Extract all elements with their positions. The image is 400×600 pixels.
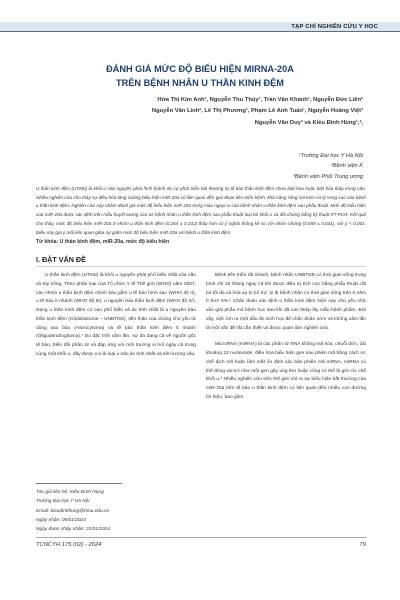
title-line-2: TRÊN BỆNH NHÂN U THẦN KINH ĐỆM [116, 78, 284, 88]
footer-rule [36, 537, 366, 538]
body-paragraph: MicroRNA (miRNA) là các phân tử RNA không mã hóa, chuỗi đơn, dài khoảng 22 nucleotide, điều hòa biểu hiện gen sau phiên mã bằng cách ức chế dịch mã hoặc làm mất ổn định các bản phiên mã mRNA. miRNA có thể đóng vai trò như một gen gây ung thư hoặc cũng có thể là gen ức chế khối u.³ Nhiều nghiên cứu trên thế giới chỉ ra sự biểu hiện bất thường của miR-20a trên tế bào u thần kinh đệm có liên quan đến nhiều con đường tín hiệu, bao gồm [206, 342, 366, 400]
article-title [40, 62, 360, 90]
author-list [45, 95, 363, 129]
correspondence-divider [36, 483, 122, 484]
corresponding-institution: Trường Đại học Y Hà Nội [36, 499, 90, 505]
title-line-1: ĐÁNH GIÁ MỨC ĐỘ BIỂU HIỆN MIRNA-20A [106, 64, 294, 74]
journal-issue: TCNCYH 175 (02) - 2024 [36, 542, 102, 548]
authors-line-2: Nguyễn Văn Linh², Lê Thị Phương¹, Phạm Lê Anh Tuấn¹, Nguyễn Hoàng Việt³ [151, 108, 363, 115]
affiliation-2: ²Bệnh viện K [330, 163, 363, 170]
page-footer [36, 540, 366, 550]
authors-line-3: Nguyễn Văn Duy³ và Kiều Đình Hùng¹,², [254, 119, 363, 126]
body-paragraph: U thần kinh đệm (UTKĐ) là khối u nguyên phát phổ biến nhất của não và tủy sống. Theo phân loại của Tổ chức Y tế Thế giới (WHO) năm 2007, các nhóm u thần kinh đệm chính bao gồm u tế bào hình sao (WHO độ II), u tế bào ít nhánh (WHO độ III), u nguyên bào thần kinh đệm (WHO độ IV). Dạng u thần kinh đệm có cao phổ biến và ác tính nhất là u nguyên bào thần kinh đệm (Glioblastoma – UNBTKĐ), tiến thân của chúng chủ yếu từ dòng sao bào (Astrocytoma) và tế bào thần kinh đệm ít nhánh (Oligodendroglioma).¹ Do đặc tính xâm lấn, sự đa dạng cả về nguồn gốc tế bào, biến đổi phân tử và đáp ứng với môi trường vi mô ngày cả trong cùng một khối u, đây được coi là loại u não ác tính nhất và tiên lượng xấu. [36, 273, 196, 357]
journal-header-bar [0, 22, 400, 32]
correspondence-block [36, 488, 196, 534]
section-divider [36, 266, 366, 267]
body-column-right [206, 272, 366, 403]
section-heading: I. ĐẶT VẤN ĐỀ [36, 255, 86, 264]
body-column-left [36, 272, 196, 360]
affiliations [180, 151, 363, 182]
accepted-date: Ngày được chấp nhận: 22/01/2024 [36, 527, 110, 533]
authors-line-1: Hứa Thị Kim Anh¹, Nguyễn Thu Thúy¹, Trần Văn Khánh¹, Nguyễn Đức Liên² [157, 97, 363, 103]
abstract: U thần kinh đệm (UTKĐ) là khối u não nguyên phát hình thành do sự phát triển bất thường từ tế bào thần kinh đệm chưa biệt hóa hoặc biệt hóa thấp trong não. Nhiều nghiên cứu cho thấy sự điều hòa tăng cường biểu hiện miR-20a có liên quan đến giai đoạn tiến triển bệnh, khả năng sống sót kém và tỷ vong cao của bệnh u thần kinh đệm. Nghiên cứu này nhằm đánh giá mức độ biểu hiện miR-20a trong máu ngoại vi của bệnh nhân u thần kinh đệm sau phẫu thuật. Mức độ biểu hiện của miR-20a được xác định trên mẫu huyết tương của 62 bệnh nhân u thần kinh đệm sau phẫu thuật loại bỏ khối u và đối chứng bằng kỹ thuật RT-PCR. Kết quả cho thấy, mức độ biểu hiện miR-20a ở nhóm u thần kinh đệm (0,264 ± 0,342) thấp hơn có ý nghĩa thống kê so với nhóm chứng (0,659 ± 0,641), với p < 0,001. Điều này gợi ý mối liên quan giữa sự giảm mức độ biểu hiện miR-20a với bệnh u thần kinh đệm. [36, 186, 366, 235]
body-paragraph: Bệnh tiến triển rất nhanh, bệnh nhân UNBTKĐ có thời gian sống trung bình chỉ 15 tháng ngay cả khi được điều trị tích cực bằng phẫu thuật cắt bỏ tối đa và hóa xạ trị bổ trợ, tỷ lệ bệnh nhân có thời gian sống trên 5 năm ít hơn 5%.² Chẩn đoán xác định u thần kinh đệm hiện nay chủ yếu nhờ vào giải phẫu mô bệnh học sau khi đã can thiệp lấy mẫu bệnh phẩm. Bởi vậy, việc tìm ra một dấu ấn sinh học để chẩn đoán sớm và không xâm lấn là một vấn đề rất cần thiết và được quan tâm nghiên cứu. [206, 273, 366, 331]
affiliation-3: ³Bệnh viện Phổi Trung ương [293, 173, 363, 180]
affiliation-1: ¹Trường Đại học Y Hà Nội [298, 153, 363, 159]
corresponding-email: Email: kieudinhhung@hmu.edu.vn [36, 508, 110, 514]
received-date: Ngày nhận: 05/01/2024 [36, 517, 86, 523]
page-number: 79 [359, 542, 366, 548]
journal-section-label: TẠP CHÍ NGHIÊN CỨU Y HỌC [291, 24, 378, 30]
corresponding-author: Tác giả liên hệ: Kiều Đình Hùng [36, 490, 104, 495]
keywords: Từ khóa: U thần kinh đệm, miR-20a, mức độ biểu hiện [36, 239, 170, 245]
